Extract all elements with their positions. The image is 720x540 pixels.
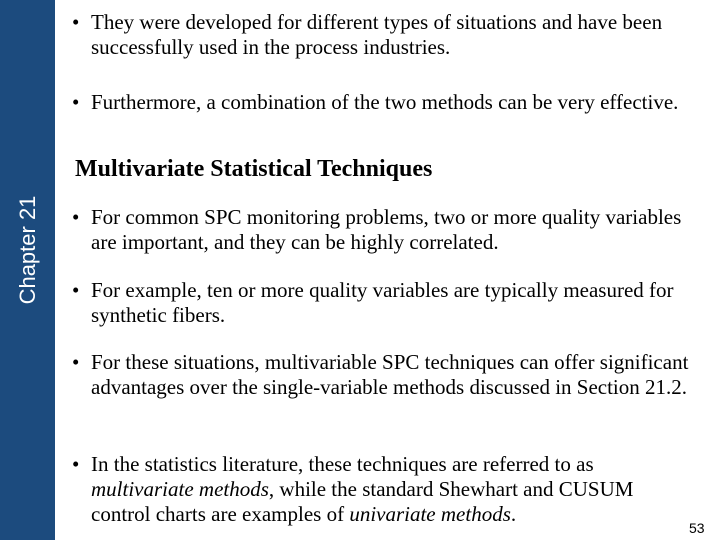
bullet-text: In the statistics literature, these techniques are referred to as bbox=[91, 452, 594, 476]
bullet-text: . bbox=[510, 502, 517, 526]
bullet-item: • Furthermore, a combination of the two methods can be very effective. bbox=[70, 90, 690, 115]
bullet-text: , while the standard Shewhart and CUSUM control charts are examples of bbox=[91, 477, 634, 526]
section-heading: Multivariate Statistical Techniques bbox=[75, 156, 433, 182]
chapter-sidebar bbox=[0, 0, 55, 540]
bullet-item: • They were developed for different types of situations and have been successfully used in the process industries. bbox=[70, 10, 690, 60]
chapter-label: Chapter 21 bbox=[15, 195, 40, 305]
italic-term: univariate methods bbox=[349, 502, 511, 526]
page-number: 53 bbox=[689, 520, 705, 536]
italic-term: multivariate methods bbox=[91, 477, 269, 501]
bullet-item-last bbox=[70, 452, 675, 527]
bullet-item: • For example, ten or more quality variables are typically measured for synthetic fibers. bbox=[70, 278, 690, 328]
bullet-item: • For common SPC monitoring problems, two or more quality variables are important, and they can be highly correlated. bbox=[70, 205, 690, 255]
bullet-item: • For these situations, multivariable SPC techniques can offer significant advantages over the single-variable methods discussed in Section 21.2. bbox=[70, 350, 690, 400]
